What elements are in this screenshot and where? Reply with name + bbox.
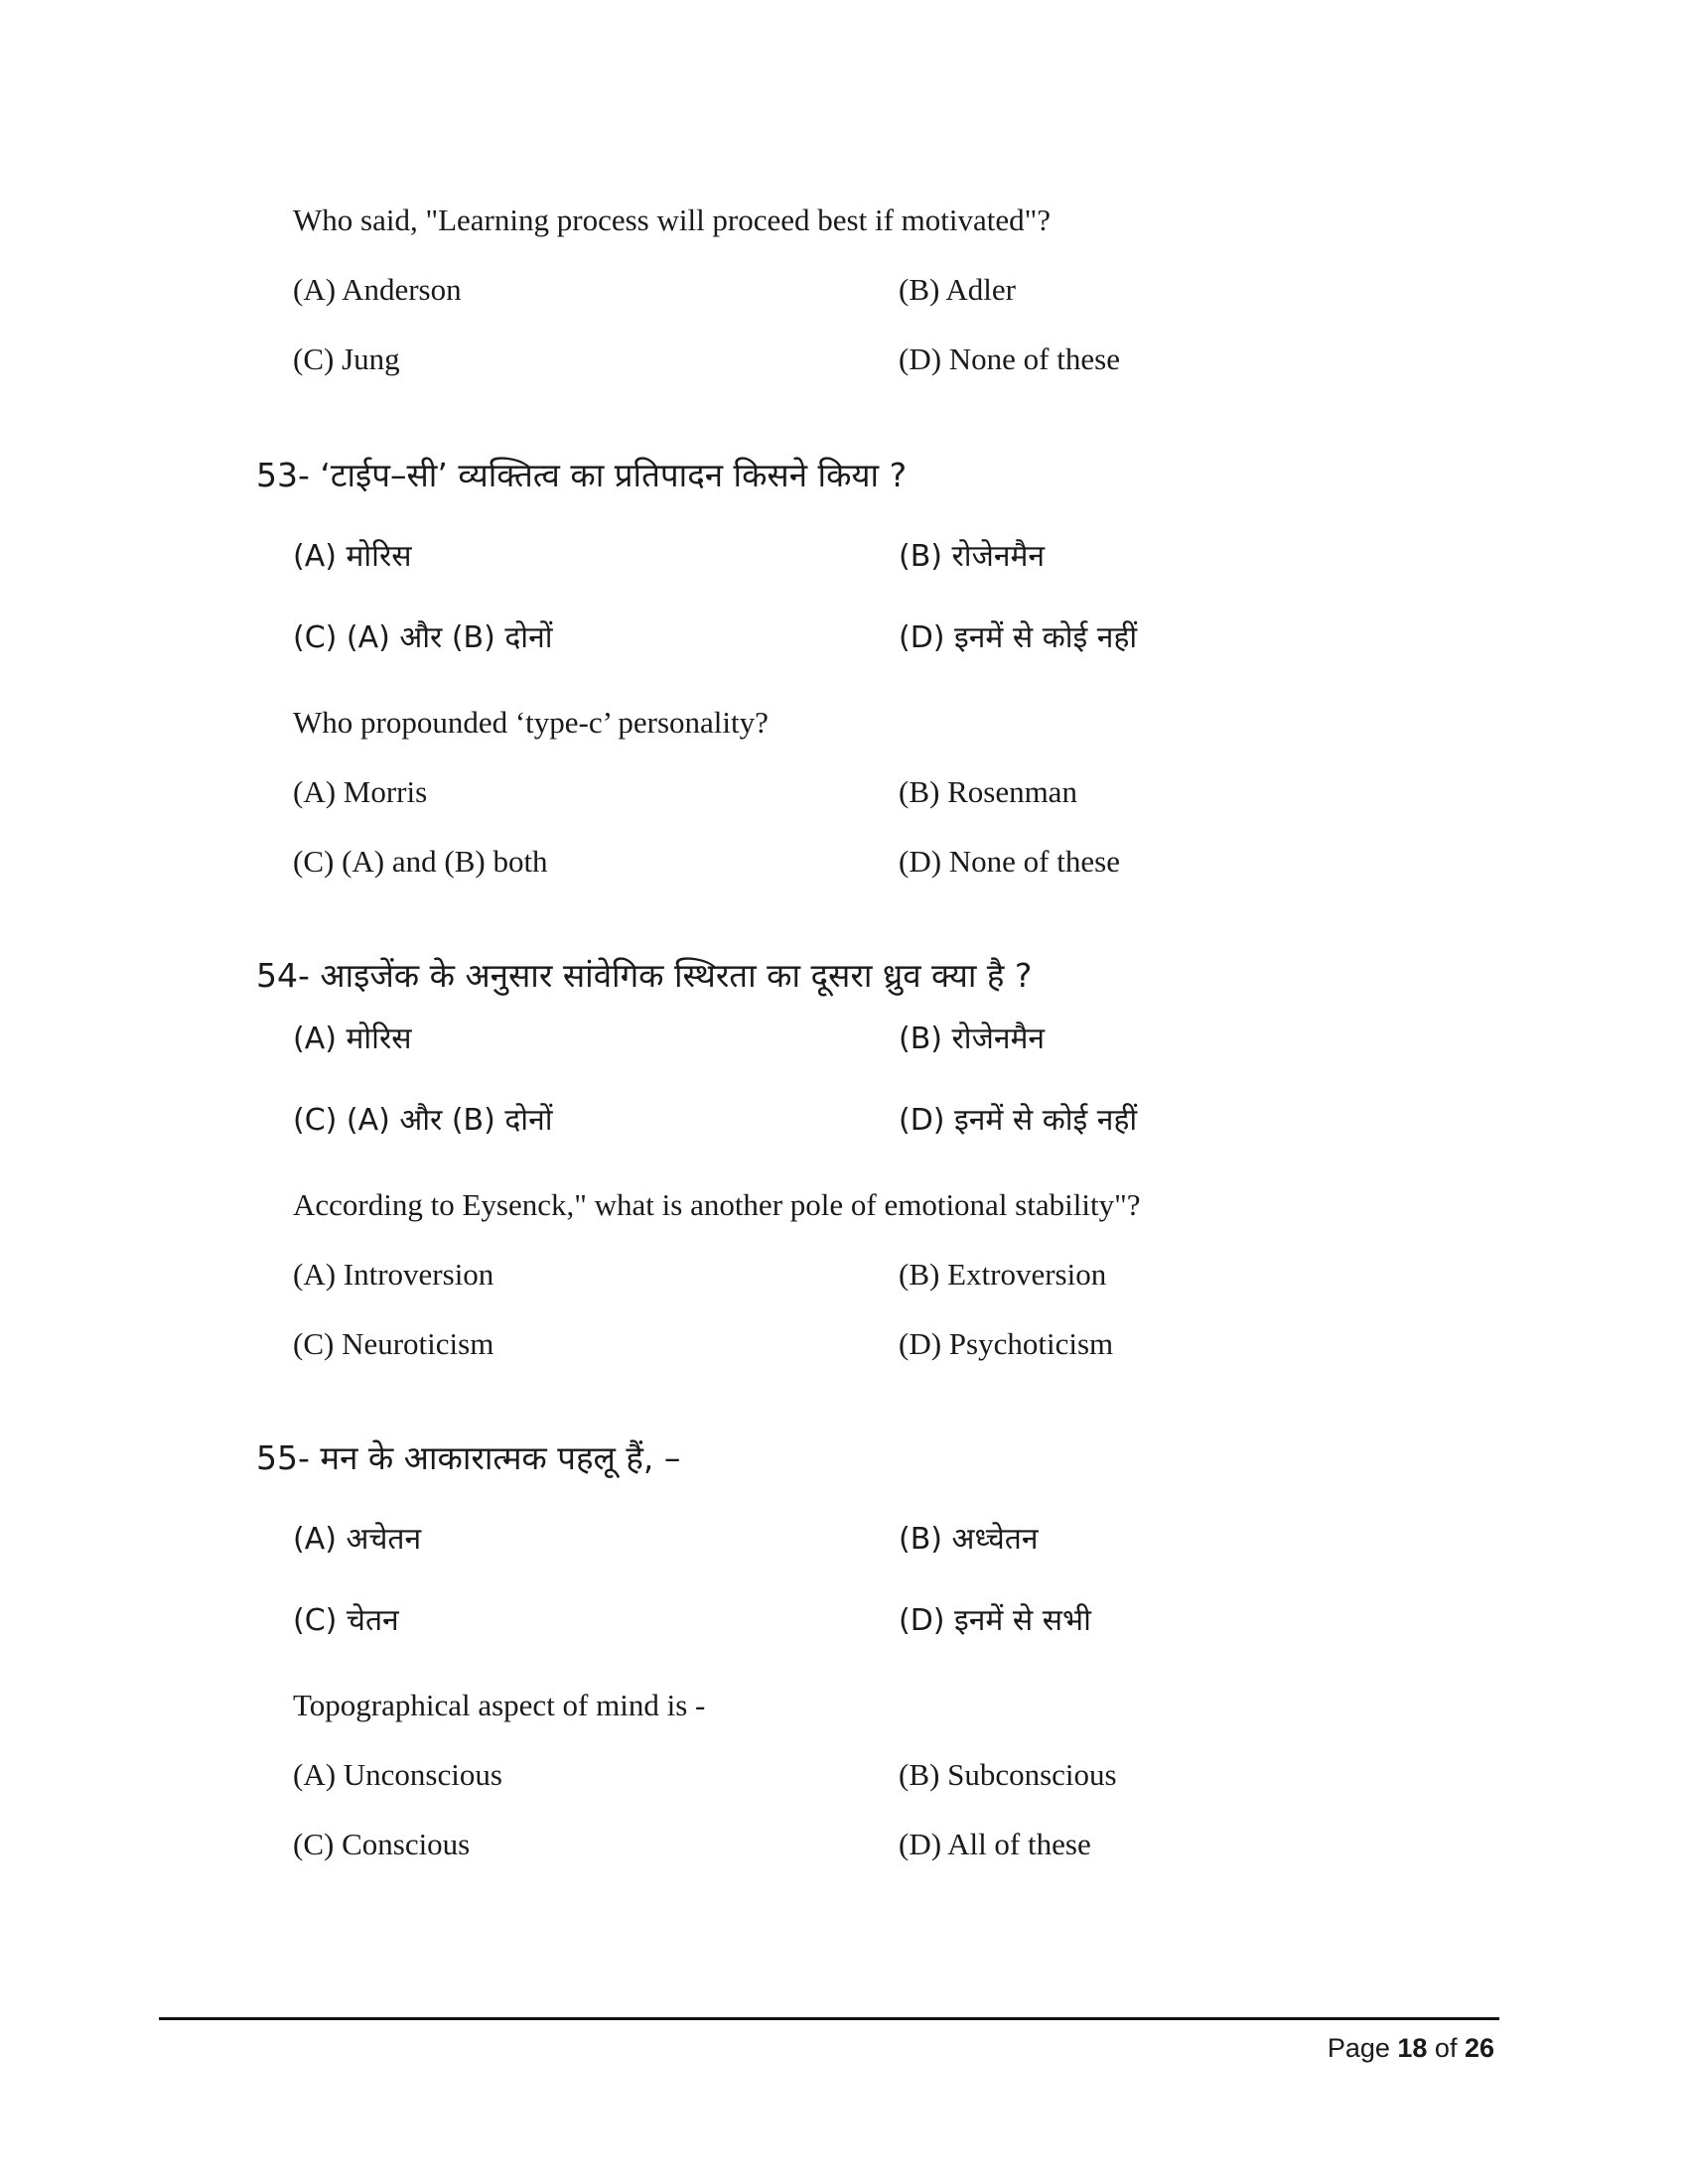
- q55-option-a-hi: (A) अचेतन: [293, 1522, 422, 1557]
- q52-option-b-en: (B) Adler: [899, 272, 1016, 307]
- q53-option-a-en: (A) Morris: [293, 774, 428, 809]
- page-of: of: [1427, 2033, 1465, 2063]
- question-54-text-hi: 54- आइजेंक के अनुसार सांवेगिक स्थिरता का दूसरा ध्रुव क्या है ?: [256, 956, 1033, 995]
- q54-option-a-en: (A) Introversion: [293, 1257, 494, 1292]
- q55-option-c-en: (C) Conscious: [293, 1827, 471, 1861]
- q54-option-c-hi: (C) (A) और (B) दोनों: [293, 1103, 553, 1138]
- q54-option-d-en: (D) Psychoticism: [899, 1326, 1114, 1361]
- q53-option-d-hi: (D) इनमें से कोई नहीं: [899, 620, 1138, 655]
- q52-option-a-en: (A) Anderson: [293, 272, 462, 307]
- question-52-text-en: Who said, "Learning process will proceed best if motivated"?: [293, 203, 1052, 237]
- question-53-text-en: Who propounded ‘type-c’ personality?: [293, 705, 769, 740]
- q54-option-b-hi: (B) रोजेनमैन: [899, 1022, 1046, 1056]
- q55-option-d-en: (D) All of these: [899, 1827, 1091, 1861]
- q54-option-b-en: (B) Extroversion: [899, 1257, 1107, 1292]
- q53-option-c-hi: (C) (A) और (B) दोनों: [293, 620, 553, 655]
- page-prefix: Page: [1327, 2033, 1398, 2063]
- page-total: 26: [1464, 2033, 1494, 2063]
- footer-divider: [159, 2017, 1499, 2020]
- question-55-text-hi: 55- मन के आकारात्मक पहलू हैं, –: [256, 1438, 681, 1477]
- question-53-text-hi: 53- ‘टाईप–सी’ व्यक्तित्व का प्रतिपादन किसने किया ?: [256, 456, 908, 494]
- q55-option-c-hi: (C) चेतन: [293, 1603, 399, 1638]
- q54-option-d-hi: (D) इनमें से कोई नहीं: [899, 1103, 1138, 1138]
- q54-option-a-hi: (A) मोरिस: [293, 1022, 412, 1056]
- q55-option-b-hi: (B) अध्चेतन: [899, 1522, 1039, 1557]
- question-54-text-en: According to Eysenck," what is another pole of emotional stability"?: [293, 1187, 1141, 1222]
- q53-option-d-en: (D) None of these: [899, 844, 1120, 879]
- q54-option-c-en: (C) Neuroticism: [293, 1326, 494, 1361]
- page-current: 18: [1397, 2033, 1428, 2063]
- q55-option-d-hi: (D) इनमें से सभी: [899, 1603, 1091, 1638]
- q52-option-c-en: (C) Jung: [293, 341, 400, 376]
- q53-option-b-en: (B) Rosenman: [899, 774, 1077, 809]
- q53-option-b-hi: (B) रोजेनमैन: [899, 539, 1046, 574]
- q53-option-a-hi: (A) मोरिस: [293, 539, 412, 574]
- q55-option-b-en: (B) Subconscious: [899, 1757, 1117, 1792]
- q52-option-d-en: (D) None of these: [899, 341, 1120, 376]
- question-55-text-en: Topographical aspect of mind is -: [293, 1688, 706, 1722]
- page-number-footer: [1328, 2033, 1494, 2064]
- q55-option-a-en: (A) Unconscious: [293, 1757, 502, 1792]
- q53-option-c-en: (C) (A) and (B) both: [293, 844, 548, 879]
